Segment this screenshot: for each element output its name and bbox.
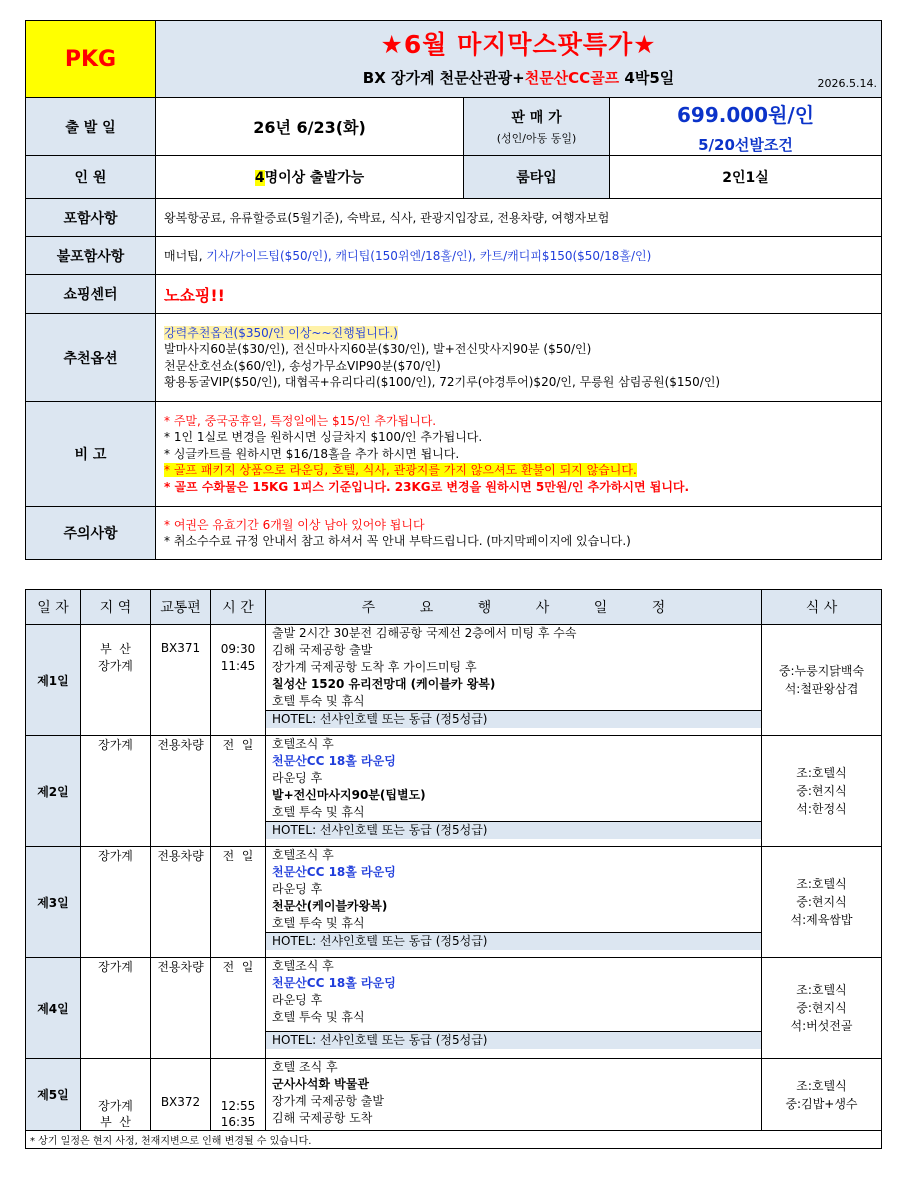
meal: 중:누룽지닭백숙 <box>778 664 865 678</box>
hotel-line: HOTEL: 선샤인호텔 또는 동급 (정5성급) <box>266 710 761 728</box>
remark-line: * 싱글카트를 원하시면 $16/18홀을 추가 하시면 됩니다. <box>164 446 460 461</box>
excluded-tips: 기사/가이드팁($50/인), 캐디팁(150위엔/18홀/인), 카트/캐디피$150($50/18홀/인) <box>206 249 652 263</box>
region: 장가계 <box>81 958 151 1059</box>
transport: 전용차량 <box>151 847 211 958</box>
schedule-line: 호텔 투숙 및 휴식 <box>272 1010 365 1024</box>
time: 11:45 <box>220 659 256 673</box>
page-subtitle <box>156 67 881 88</box>
schedule-cell <box>266 736 762 847</box>
meal: 중:김밥+생수 <box>785 1096 858 1111</box>
schedule-cell <box>266 847 762 958</box>
region: 장가계 <box>98 1099 133 1113</box>
region: 장가계 <box>98 659 133 673</box>
options-list <box>156 314 882 402</box>
schedule-line: 라운딩 후 <box>272 993 323 1007</box>
region-cell <box>81 625 151 736</box>
schedule-line: 천문산CC 18홀 라운딩 <box>272 976 396 990</box>
schedule-line: 천문산CC 18홀 라운딩 <box>272 754 396 768</box>
remark-line: * 주말, 중국공휴일, 특정일에는 $15/인 추가됩니다. <box>164 413 437 428</box>
col-header-schedule: 주 요 행 사 일 정 <box>266 590 762 625</box>
room-value: 2인1실 <box>610 156 882 199</box>
hotel-line: HOTEL: 선샤인호텔 또는 동급 (정5성급) <box>266 1031 761 1049</box>
meal: 조:호텔식 <box>796 1078 847 1093</box>
meal: 중:현지식 <box>796 895 847 909</box>
schedule-line: 발+전신마사지90분(팁별도) <box>272 788 426 802</box>
people-count: 4 <box>254 170 265 186</box>
subtitle-part-2: 천문산CC골프 <box>524 69 620 87</box>
day-label: 제2일 <box>26 736 81 847</box>
people-value <box>156 156 464 199</box>
caution-list <box>156 507 882 560</box>
price-value: 699.000원/인 <box>676 102 815 127</box>
region: 부 산 <box>100 1115 131 1129</box>
schedule-cell <box>266 958 762 1059</box>
meal-cell <box>762 847 882 958</box>
schedule-line: 호텔조식 후 <box>272 959 334 973</box>
schedule-line: 천문산(케이블카왕복) <box>272 899 388 913</box>
schedule-line: 김해 국제공항 도착 <box>272 1111 373 1125</box>
schedule-line: 김해 국제공항 출발 <box>272 643 373 657</box>
time-cell <box>211 625 266 736</box>
col-header-meals: 식 사 <box>762 590 882 625</box>
schedule-line: 호텔 투숙 및 휴식 <box>272 694 365 708</box>
meal-cell <box>762 736 882 847</box>
day-label: 제1일 <box>26 625 81 736</box>
itinerary-row-day1 <box>26 625 882 736</box>
meal: 중:현지식 <box>796 784 847 798</box>
subtitle-part-1: BX 장가계 천문산관광+ <box>362 69 525 87</box>
day-label: 제3일 <box>26 847 81 958</box>
schedule-cell <box>266 1059 762 1131</box>
info-table <box>25 20 882 560</box>
schedule-line: 라운딩 후 <box>272 771 323 785</box>
transport: 전용차량 <box>151 736 211 847</box>
meal: 조:호텔식 <box>796 983 847 997</box>
hotel-line: HOTEL: 선샤인호텔 또는 동급 (정5성급) <box>266 821 761 839</box>
region: 장가계 <box>81 847 151 958</box>
excluded-plain: 매너팁, <box>164 249 207 263</box>
hotel-line: HOTEL: 선샤인호텔 또는 동급 (정5성급) <box>266 932 761 950</box>
room-label: 룸타입 <box>464 156 610 199</box>
col-header-region: 지 역 <box>81 590 151 625</box>
options-label: 추천옵션 <box>26 314 156 402</box>
time: 전 일 <box>211 958 266 1059</box>
time: 12:55 <box>220 1099 256 1113</box>
shopping-value: 노쇼핑!! <box>156 275 882 314</box>
schedule-line: 호텔 투숙 및 휴식 <box>272 805 365 819</box>
caution-label: 주의사항 <box>26 507 156 560</box>
region: 장가계 <box>81 736 151 847</box>
schedule-line: 호텔조식 후 <box>272 737 334 751</box>
remark-line: * 골프 패키지 상품으로 라운딩, 호텔, 식사, 관광지를 가지 않으셔도 환불이 되지 않습니다. <box>164 463 637 478</box>
time-cell <box>211 1059 266 1131</box>
options-line: 황용동굴VIP($50/인), 대협곡+유리다리($100/인), 72기루(야경투어)$20/인, 무릉원 삼림공원($150/인) <box>164 375 721 389</box>
shopping-label: 쇼핑센터 <box>26 275 156 314</box>
transport: BX371 <box>151 625 211 736</box>
col-header-transport: 교통편 <box>151 590 211 625</box>
price-cell <box>610 98 882 156</box>
itinerary-table <box>25 589 882 1149</box>
itinerary-row-day3 <box>26 847 882 958</box>
people-text: 명이상 출발가능 <box>264 170 365 186</box>
meal-cell <box>762 958 882 1059</box>
included-label: 포함사항 <box>26 199 156 237</box>
itinerary-row-day2 <box>26 736 882 847</box>
meal-cell <box>762 1059 882 1131</box>
meal: 석:철판왕삼겹 <box>784 682 859 696</box>
itinerary-row-day5 <box>26 1059 882 1131</box>
schedule-cell <box>266 625 762 736</box>
day-label: 제5일 <box>26 1059 81 1131</box>
col-header-time: 시 간 <box>211 590 266 625</box>
schedule-line: 출발 2시간 30분전 김해공항 국제선 2층에서 미팅 후 수속 <box>272 626 577 640</box>
options-line: 발마사지60분($30/인), 전신마사지60분($30/인), 발+전신맛사지90분 ($50/인) <box>164 342 592 356</box>
departure-label: 출 발 일 <box>26 98 156 156</box>
meal: 중:현지식 <box>796 1001 847 1015</box>
options-line: 천문산호선쇼($60/인), 송성가무쇼VIP90분($70/인) <box>164 358 441 373</box>
price-condition: 5/20선발조건 <box>698 135 793 154</box>
people-label: 인 원 <box>26 156 156 199</box>
time: 전 일 <box>211 847 266 958</box>
meal: 조:호텔식 <box>796 766 847 780</box>
schedule-line: 천문산CC 18홀 라운딩 <box>272 865 396 879</box>
included-value: 왕복항공료, 유류할증료(5월기준), 숙박료, 식사, 관광지입장료, 전용차량, 여행자보험 <box>156 199 882 237</box>
meal: 석:버섯전골 <box>790 1019 853 1033</box>
transport: BX372 <box>151 1059 211 1131</box>
transport: 전용차량 <box>151 958 211 1059</box>
price-sublabel: (성인/아동 동일) <box>496 132 577 145</box>
time: 16:35 <box>220 1115 256 1129</box>
options-line: 강력추천옵션($350/인 이상~~진행됩니다.) <box>164 325 398 340</box>
remark-line: * 1인 1실로 변경을 원하시면 싱글차지 $100/인 추가됩니다. <box>164 430 483 445</box>
subtitle-part-3: 4박5일 <box>619 69 675 87</box>
remark-line: * 골프 수화물은 15KG 1피스 기준입니다. 23KG로 변경을 원하시면 5만원/인 추가하시면 됩니다. <box>164 479 690 494</box>
footnote: * 상기 일정은 현지 사정, 천재지변으로 인해 변경될 수 있습니다. <box>26 1131 882 1149</box>
caution-line: * 취소수수료 규정 안내서 참고 하셔서 꼭 안내 부탁드립니다. (마지막페이지에 있습니다.) <box>164 534 631 548</box>
remarks-label: 비 고 <box>26 402 156 507</box>
itinerary-row-day4 <box>26 958 882 1059</box>
meal: 석:한정식 <box>796 802 847 816</box>
meal: 석:제육쌈밥 <box>790 913 853 927</box>
schedule-line: 호텔 투숙 및 휴식 <box>272 916 365 930</box>
day-label: 제4일 <box>26 958 81 1059</box>
remarks-list <box>156 402 882 507</box>
page-title: ★6월 마지막스팟특가★ <box>380 30 657 59</box>
region: 부 산 <box>100 642 131 656</box>
doc-date: 2026.5.14. <box>817 77 878 90</box>
departure-value: 26년 6/23(화) <box>156 98 464 156</box>
title-cell <box>156 21 882 98</box>
schedule-line: 장가계 국제공항 출발 <box>272 1094 384 1108</box>
region-cell <box>81 1059 151 1131</box>
schedule-line: 장가계 국제공항 도착 후 가이드미팅 후 <box>272 660 477 674</box>
col-header-day: 일 자 <box>26 590 81 625</box>
schedule-line: 호텔조식 후 <box>272 848 334 862</box>
itinerary-header-row <box>26 590 882 625</box>
meal-cell <box>762 625 882 736</box>
price-label: 판 매 가 <box>511 110 562 126</box>
time: 09:30 <box>220 642 256 656</box>
schedule-line: 군사사석화 박물관 <box>272 1077 369 1091</box>
schedule-line: 칠성산 1520 유리전망대 (케이블카 왕복) <box>272 677 496 691</box>
time: 전 일 <box>211 736 266 847</box>
excluded-value <box>156 237 882 275</box>
schedule-line: 라운딩 후 <box>272 882 323 896</box>
price-label-cell <box>464 98 610 156</box>
meal: 조:호텔식 <box>796 877 847 891</box>
pkg-label: PKG <box>26 21 156 98</box>
excluded-label: 불포함사항 <box>26 237 156 275</box>
caution-line: * 여권은 유효기간 6개월 이상 남아 있어야 됩니다 <box>164 517 425 532</box>
schedule-line: 호텔 조식 후 <box>272 1060 338 1074</box>
footnote-row <box>26 1131 882 1149</box>
